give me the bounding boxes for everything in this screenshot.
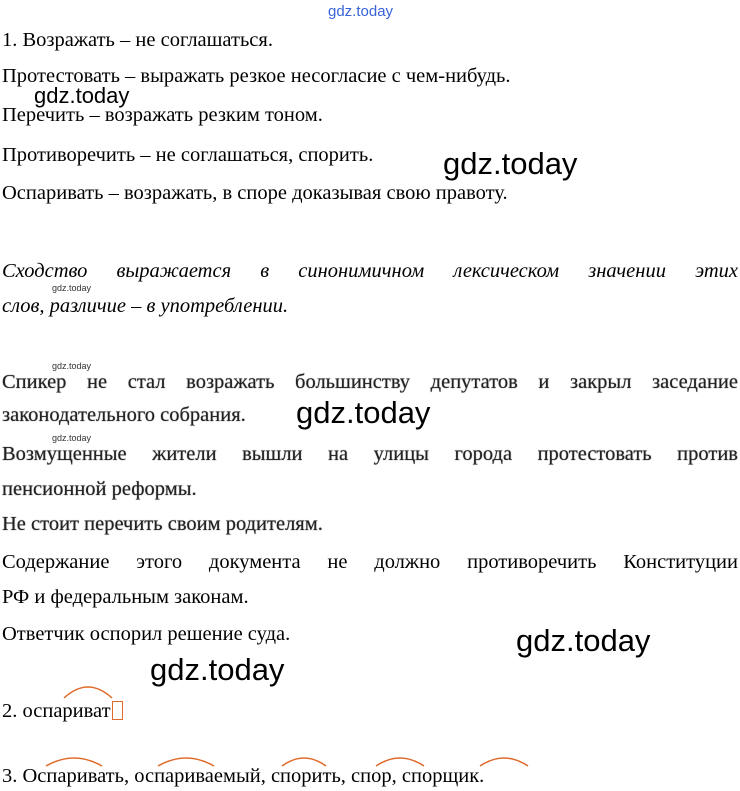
section-2-line [2,699,123,723]
watermark-7: gdz.today [52,433,92,443]
section-3-line: 3. Оспаривать, оспариваемый, спорить, спор, спорщик. [2,765,485,787]
watermark-4: gdz.today [52,283,92,293]
definition-line-1: 1. Возражать – не соглашаться. [2,29,273,51]
root-arc-mark [60,680,120,700]
definition-line-4: Противоречить – не соглашаться, спорить. [2,144,374,166]
definition-line-2: Протестовать – выражать резкое несогласие с чем-нибудь. [2,65,511,87]
example-5: Ответчик оспорил решение суда. [2,623,291,645]
watermark-3: gdz.today [443,146,578,181]
ending-box-mark [112,701,123,720]
watermark-5: gdz.today [52,361,92,371]
example-3: Не стоит перечить своим родителям. [2,513,323,535]
example-2-line-1: Возмущенные жители вышли на улицы города протестовать против [2,443,738,465]
italic-note-line-1: Сходство выражается в синонимичном лексическом значении этих [2,260,738,282]
watermark-8: gdz.today [516,623,651,658]
example-2-line-2: пенсионной реформы. [2,478,197,500]
watermark-6: gdz.today [296,395,431,430]
example-1-line-2: законодательного собрания. [2,404,246,426]
watermark-9: gdz.today [150,652,285,687]
definition-line-5: Оспаривать – возражать, в споре доказывая свою правоту. [2,182,508,204]
example-4-line-1: Содержание этого документа не должно противоречить Конституции [2,551,738,573]
example-4-line-2: РФ и федеральным законам. [2,586,249,608]
section-2-word: 2. оспариват [2,700,111,722]
italic-note-line-2: слов, различие – в употреблении. [2,295,289,317]
example-1-line-1: Спикер не стал возражать большинству депутатов и закрыл заседание [2,371,738,393]
definition-line-3: Перечить – возражать резким тоном. [2,104,323,126]
watermark-top: gdz.today [328,3,394,20]
watermark-2: gdz.today [34,83,130,108]
